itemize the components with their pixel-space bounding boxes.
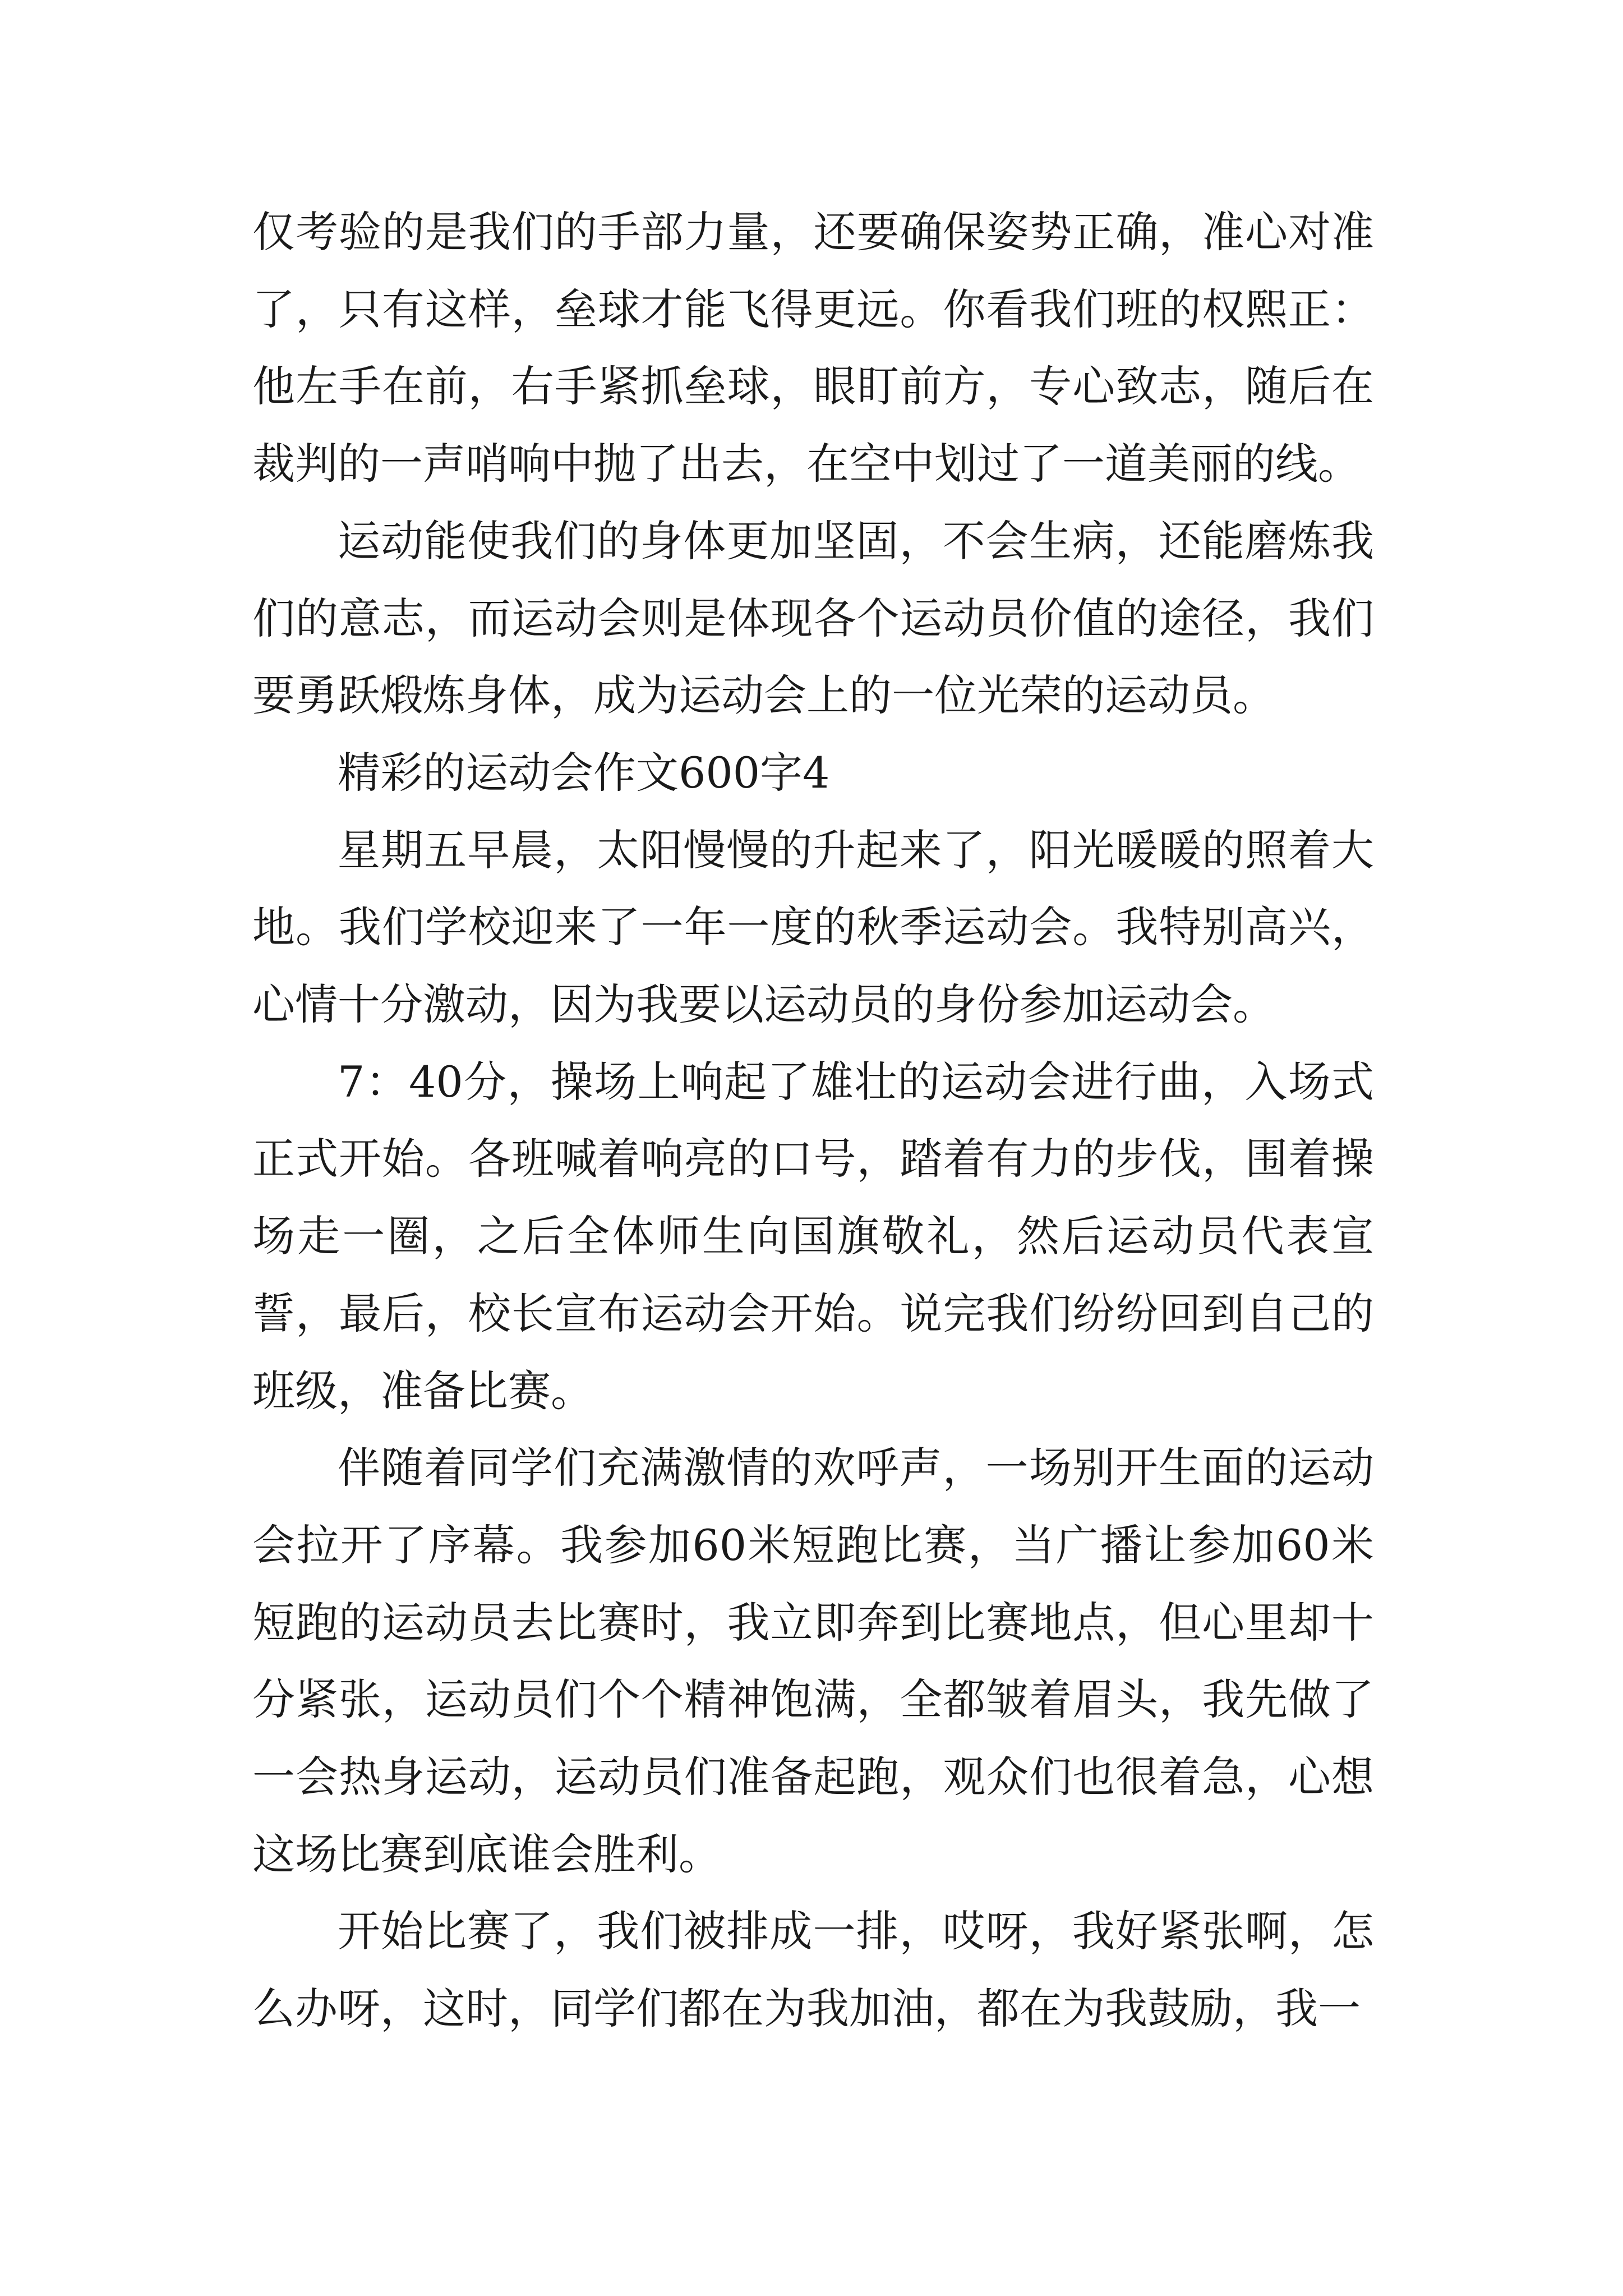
paragraph: 开始比赛了，我们被排成一排，哎呀，我好紧张啊，怎么办呀，这时，同学们都在为我加油，都在为我鼓励，我一 <box>252 1906 1374 2034</box>
section-heading: 精彩的运动会作文600字4 <box>338 747 830 798</box>
paragraph: 运动能使我们的身体更加坚固，不会生病，还能磨炼我们的意志，而运动会则是体现各个运动员价值的途径，我们要勇跃煅炼身体，成为运动会上的一位光荣的运动员。 <box>252 516 1374 721</box>
paragraph: 伴随着同学们充满激情的欢呼声，一场别开生面的运动会拉开了序幕。我参加60米短跑比赛，当广播让参加60米短跑的运动员去比赛时，我立即奔到比赛地点，但心里却十分紧张，运动员们个个精神饱满，全都皱着眉头，我先做了一会热身运动，运动员们准备起跑，观众们也很着急，心想这场比赛到底谁会胜利。 <box>252 1443 1374 1879</box>
article-body <box>252 194 1374 2047</box>
paragraph-continuation: 仅考验的是我们的手部力量，还要确保姿势正确，准心对准了，只有这样，垒球才能飞得更远。你看我们班的权熙正：他左手在前，右手紧抓垒球，眼盯前方，专心致志，随后在裁判的一声哨响中抛了出去，在空中划过了一道美丽的线。 <box>252 207 1374 489</box>
paragraph: 7：40分，操场上响起了雄壮的运动会进行曲，入场式正式开始。各班喊着响亮的口号，踏着有力的步伐，围着操场走一圈，之后全体师生向国旗敬礼，然后运动员代表宣誓，最后，校长宣布运动会开始。说完我们纷纷回到自己的班级，准备比赛。 <box>252 1056 1374 1416</box>
paragraph: 星期五早晨，太阳慢慢的升起来了，阳光暖暖的照着大地。我们学校迎来了一年一度的秋季运动会。我特别高兴，心情十分激动，因为我要以运动员的身份参加运动会。 <box>252 825 1374 1030</box>
